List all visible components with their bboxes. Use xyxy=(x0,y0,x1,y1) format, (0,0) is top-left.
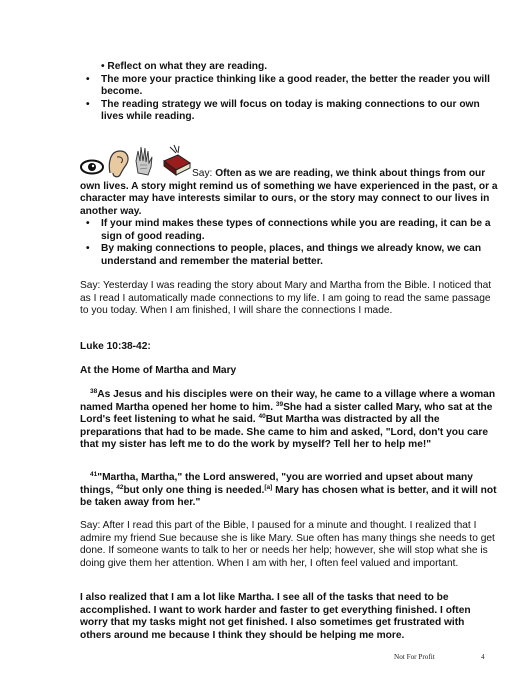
bullet-text: If your mind makes these types of connections while you are reading, it can be a sign of good reading. xyxy=(101,218,491,242)
verses-41-42 xyxy=(80,472,498,510)
verse-number: 40 xyxy=(258,413,266,421)
after-reading-paragraph xyxy=(80,520,498,570)
verse-number: 39 xyxy=(275,400,284,408)
bullet-reflect: • Reflect on what they are reading. xyxy=(101,61,268,72)
footnote-marker[interactable]: [a] xyxy=(264,483,273,491)
yesterday-paragraph xyxy=(80,280,498,318)
martha-text: I also realized that I am a lot like Martha. I see all of the tasks that need to be accomplished. I want to work harder and faster to get everything finished. I often worry that my tasks might not get finished. I also sometimes get frustrated with others around me because I think they should be helping me more. xyxy=(80,592,471,641)
page-number: 4 xyxy=(481,653,485,661)
bullet-text: The reading strategy we will focus on today is making connections to our own lives while reading. xyxy=(101,98,480,123)
passage-title xyxy=(80,365,498,378)
verse-number: 38 xyxy=(90,388,98,395)
bullet-practice xyxy=(80,74,498,99)
bullet-strategy xyxy=(80,99,498,124)
bullet-text: Reflect on what they are reading. xyxy=(107,61,268,72)
verse-text: She had a sister called Mary, who sat at the Lord's feet listening to what he said. xyxy=(80,401,493,426)
mid-bullet-list xyxy=(80,218,498,268)
yesterday-text: Say: Yesterday I was reading the story about Mary and Martha from the Bible. I noticed that as I read I automatically made connections to my life. I am going to read the same passage to you today. When I am finished, I will share the connections I made. xyxy=(80,280,492,317)
verse-text: but only one thing is needed. xyxy=(123,484,265,496)
verse-text: But Martha was distracted by all the preparations that had to be made. She came to him and asked, "Lord, don't you care that my sister has left me to do the work by myself? Tell her to help me!" xyxy=(80,414,489,451)
top-bullet-list xyxy=(80,61,498,124)
verse-text: Mary has chosen what is better, and it will not be taken away from her." xyxy=(80,484,497,509)
reference-text: Luke 10:38-42: xyxy=(80,341,151,352)
verse-text: As Jesus and his disciples were on their way, he came to a village where a woman named Martha opened her home to him. xyxy=(80,389,496,413)
verse-number: 41 xyxy=(90,471,98,478)
bullet-text: The more your practice thinking like a good reader, the better the reader you will become. xyxy=(101,73,490,98)
verse-text: "Martha, Martha," the Lord answered, "you are worried and upset about many things, xyxy=(80,472,473,496)
after-reading-text: Say: After I read this part of the Bible, I paused for a minute and thought. I realized that I admire my friend Sue because she is like Mary. Sue often has many things she needs to get done. If someone wants to talk to her or needs her help; however, she will stop what she is doing give them her attention. When I am with her, I often feel valued and important. xyxy=(80,520,495,569)
bullet-text: By making connections to people, places, and things we already know, we can understand and remember the material better. xyxy=(101,243,482,267)
scripture-reference xyxy=(80,341,498,354)
say-text: Often as we are reading, we think about things from our own lives. A story might remind us of something we have experienced in the past, or a character may have interests similar to ours, or the story may connect to our lives in another way. xyxy=(80,168,498,217)
bullet-making-connections xyxy=(80,243,498,268)
verses-38-40 xyxy=(80,389,498,452)
martha-paragraph xyxy=(80,592,498,642)
say-connections-paragraph xyxy=(80,168,498,218)
bullet-sign-of-good-reading xyxy=(80,218,498,243)
verse-number: 42 xyxy=(116,483,124,491)
say-label: Say: xyxy=(192,168,213,179)
passage-title-text: At the Home of Martha and Mary xyxy=(80,365,237,376)
footer-label: Not For Profit xyxy=(394,653,435,661)
